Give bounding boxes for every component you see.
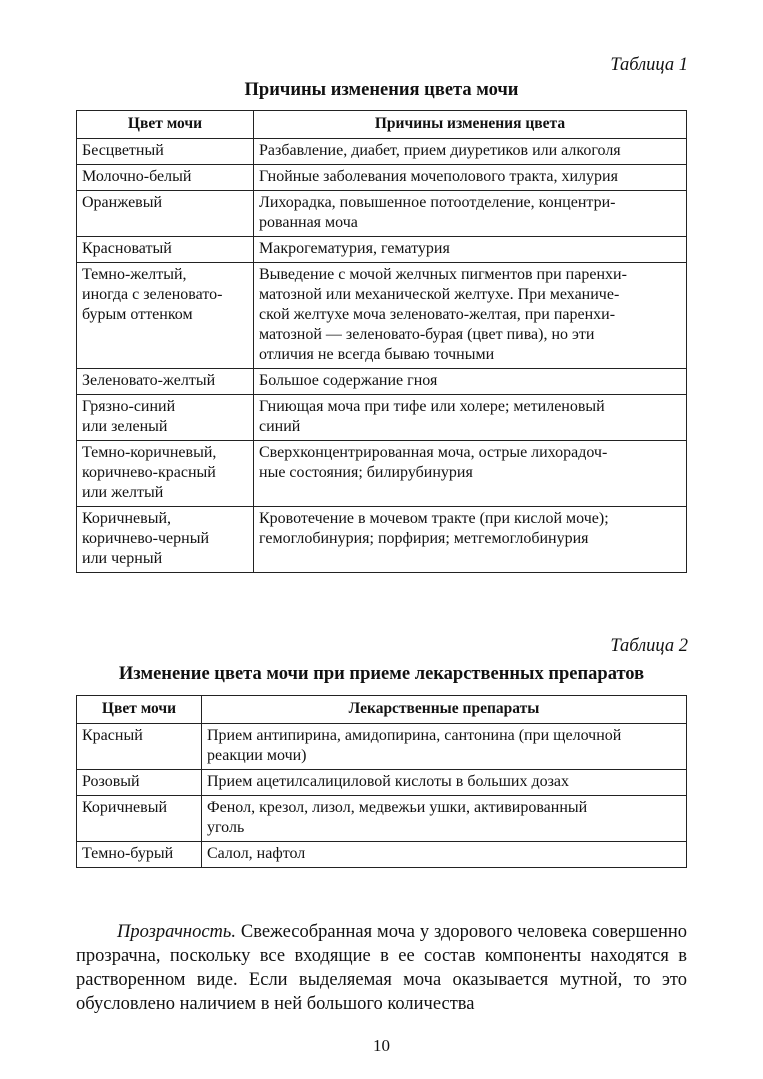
table1-cell-cause xyxy=(254,237,687,263)
cell-line: Зеленовато-желтый xyxy=(82,372,216,389)
table-row xyxy=(77,441,687,507)
cell-line: Бесцветный xyxy=(82,142,164,159)
cell-line: уголь xyxy=(207,819,245,836)
cell-line: гемоглобинурия; порфирия; метгемоглобинурия xyxy=(259,530,589,547)
table1-cell-cause xyxy=(254,165,687,191)
table2-header-drugs: Лекарственные препараты xyxy=(202,696,687,724)
cell-line: Темно-коричневый, xyxy=(82,444,217,461)
cell-line: Розовый xyxy=(82,773,140,790)
table-row xyxy=(77,395,687,441)
cell-line: Большое содержание гноя xyxy=(259,372,438,389)
table-row xyxy=(77,796,687,842)
table2-cell-color xyxy=(77,796,202,842)
cell-line: или желтый xyxy=(82,484,164,501)
table1-caption: Таблица 1 xyxy=(610,55,688,75)
cell-line: реакции мочи) xyxy=(207,747,307,764)
cell-line: иногда с зеленовато- xyxy=(82,286,223,303)
cell-line: Коричневый, xyxy=(82,510,172,527)
table1-cell-cause xyxy=(254,191,687,237)
table-row xyxy=(77,770,687,796)
cell-line: Фенол, крезол, лизол, медвежьи ушки, активированный xyxy=(207,799,588,816)
table2-cell-drugs xyxy=(202,770,687,796)
cell-line: синий xyxy=(259,418,301,435)
cell-line: или зеленый xyxy=(82,418,168,435)
table1-cell-color xyxy=(77,263,254,369)
table-row xyxy=(77,507,687,573)
cell-line: рованная моча xyxy=(259,214,358,231)
table1-cell-color xyxy=(77,191,254,237)
table-row xyxy=(77,724,687,770)
table1-cell-color xyxy=(77,441,254,507)
table2-cell-color xyxy=(77,770,202,796)
cell-line: Темно-бурый xyxy=(82,845,174,862)
table2-cell-drugs xyxy=(202,724,687,770)
table1-cell-color xyxy=(77,507,254,573)
cell-line: Красноватый xyxy=(82,240,172,257)
table2-title: Изменение цвета мочи при приеме лекарственных препаратов xyxy=(118,664,645,684)
table1-cell-cause xyxy=(254,139,687,165)
table2-cell-drugs xyxy=(202,842,687,868)
cell-line: матозной — зеленовато-бурая (цвет пива), но эти xyxy=(259,326,595,343)
cell-line: бурым оттенком xyxy=(82,306,193,323)
cell-line: Красный xyxy=(82,727,143,744)
paragraph-lead: Прозрачность. xyxy=(117,922,236,942)
table-row xyxy=(77,842,687,868)
cell-line: Гнойные заболевания мочеполового тракта, хилурия xyxy=(259,168,618,185)
table1-cell-color xyxy=(77,139,254,165)
table-row xyxy=(77,165,687,191)
cell-line: коричнево-черный xyxy=(82,530,210,547)
table1 xyxy=(76,110,687,573)
table1-cell-color xyxy=(77,165,254,191)
table2-cell-drugs xyxy=(202,796,687,842)
cell-line: ской желтухе моча зеленовато-желтая, при паренхи- xyxy=(259,306,616,323)
table-row xyxy=(77,191,687,237)
cell-line: Лихорадка, повышенное потоотделение, концентри- xyxy=(259,194,616,211)
table1-cell-cause xyxy=(254,395,687,441)
cell-line: Прием антипирина, амидопирина, сантонина (при щелочной xyxy=(207,727,622,744)
table1-header-row xyxy=(77,111,687,139)
table1-cell-cause xyxy=(254,263,687,369)
table1-cell-color xyxy=(77,369,254,395)
cell-line: Кровотечение в мочевом тракте (при кислой моче); xyxy=(259,510,609,527)
table2-cell-color xyxy=(77,724,202,770)
table1-cell-cause xyxy=(254,441,687,507)
cell-line: матозной или механической желтухе. При механиче- xyxy=(259,286,620,303)
table-row xyxy=(77,369,687,395)
table1-cell-color xyxy=(77,237,254,263)
table-row xyxy=(77,237,687,263)
cell-line: Салол, нафтол xyxy=(207,845,306,862)
table2-cell-color xyxy=(77,842,202,868)
table1-cell-cause xyxy=(254,507,687,573)
paragraph-text: Свежесобранная моча у здорового человека совершенно прозрачна, поскольку все входящие в ее состав компоненты находятся в растворенном виде. Если выделяемая моча оказывается мутной, то это обусловлено наличием в ней большого количества xyxy=(76,922,688,1014)
cell-line: отличия не всегда бываю точными xyxy=(259,346,495,363)
table2-caption: Таблица 2 xyxy=(610,636,688,656)
cell-line: Прием ацетилсалициловой кислоты в больших дозах xyxy=(207,773,570,790)
page-number: 10 xyxy=(373,1036,390,1055)
cell-line: или черный xyxy=(82,550,163,567)
cell-line: Молочно-белый xyxy=(82,168,192,185)
cell-line: коричнево-красный xyxy=(82,464,216,481)
cell-line: Темно-желтый, xyxy=(82,266,187,283)
transparency-paragraph xyxy=(76,920,687,1016)
table1-header-causes: Причины изменения цвета xyxy=(254,111,687,139)
table2 xyxy=(76,695,687,868)
table2-header-row xyxy=(77,696,687,724)
table-row xyxy=(77,263,687,369)
table2-header-color: Цвет мочи xyxy=(77,696,202,724)
cell-line: Сверхконцентрированная моча, острые лихорадоч- xyxy=(259,444,608,461)
table1-title: Причины изменения цвета мочи xyxy=(244,80,519,100)
cell-line: Гниющая моча при тифе или холере; метиленовый xyxy=(259,398,605,415)
cell-line: Оранжевый xyxy=(82,194,163,211)
cell-line: Коричневый xyxy=(82,799,168,816)
cell-line: Макрогематурия, гематурия xyxy=(259,240,450,257)
table1-cell-cause xyxy=(254,369,687,395)
cell-line: Грязно-синий xyxy=(82,398,176,415)
table1-cell-color xyxy=(77,395,254,441)
table1-header-color: Цвет мочи xyxy=(77,111,254,139)
table-row xyxy=(77,139,687,165)
cell-line: Разбавление, диабет, прием диуретиков или алкоголя xyxy=(259,142,621,159)
cell-line: ные состояния; билирубинурия xyxy=(259,464,473,481)
cell-line: Выведение с мочой желчных пигментов при паренхи- xyxy=(259,266,627,283)
